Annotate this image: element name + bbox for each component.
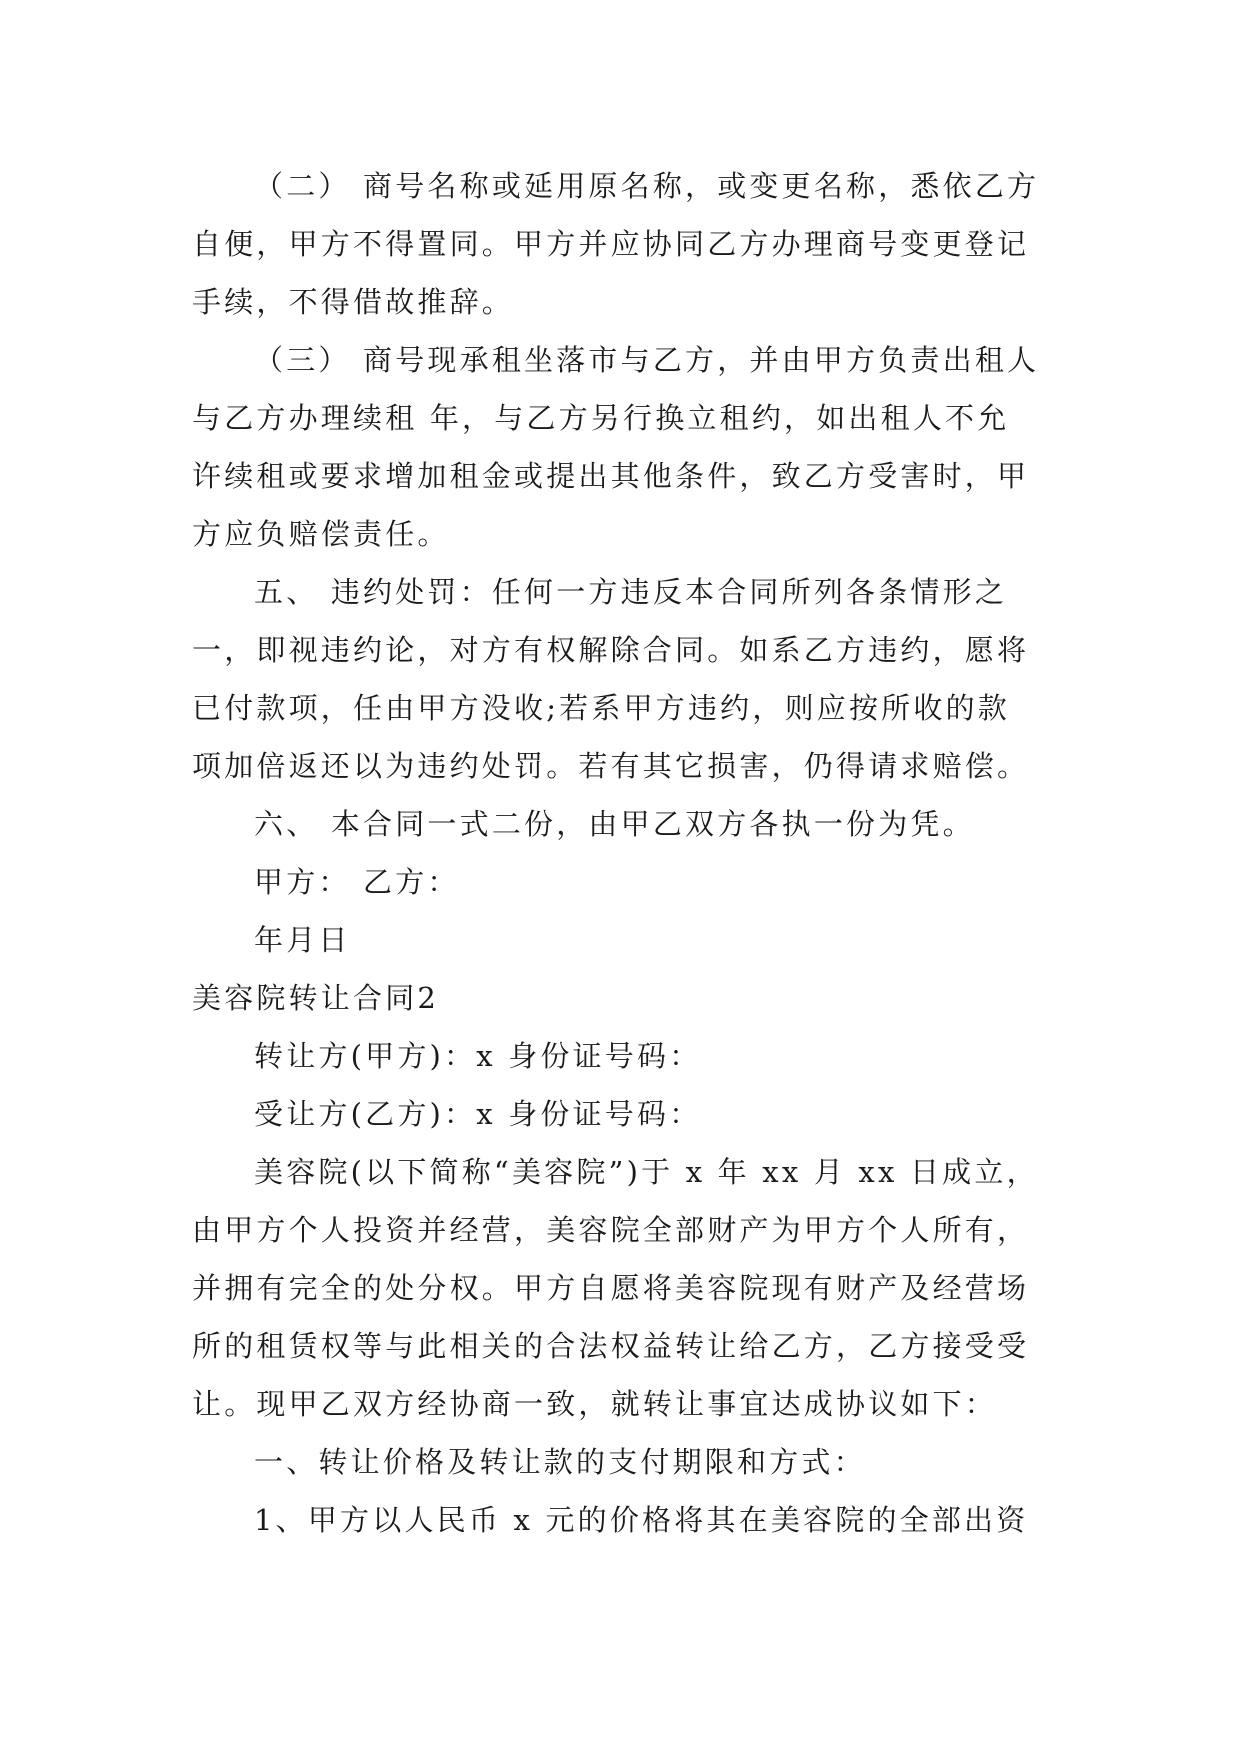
paragraph-line: 许续租或要求增加租金或提出其他条件，致乙方受害时，甲: [192, 459, 1030, 493]
paragraph-line: 方应负赔偿责任。: [192, 517, 450, 551]
paragraph-line: （三） 商号现承租坐落市与乙方，并由甲方负责出租人: [254, 343, 1040, 377]
paragraph-line: 一，即视违约论，对方有权解除合同。如系乙方违约，愿将: [192, 633, 1030, 667]
paragraph-line: 转让方(甲方)：x 身份证号码：: [254, 1039, 702, 1073]
paragraph-line: 手续，不得借故推辞。: [192, 285, 515, 319]
paragraph-line: 六、 本合同一式二份，由甲乙双方各执一份为凭。: [254, 807, 975, 841]
paragraph-line: 与乙方办理续租 年，与乙方另行换立租约，如出租人不允: [192, 401, 1010, 435]
paragraph-line: 一、转让价格及转让款的支付期限和方式：: [254, 1445, 866, 1479]
paragraph-line: 美容院(以下简称“美容院”)于 x 年 xx 月 xx 日成立，: [254, 1155, 1039, 1189]
paragraph-line: 项加倍返还以为违约处罚。若有其它损害，仍得请求赔偿。: [192, 749, 1030, 783]
date-line: 年月日: [254, 923, 351, 957]
paragraph-line: 已付款项，任由甲方没收;若系甲方违约，则应按所收的款: [192, 691, 1010, 725]
paragraph-line: 受让方(乙方)：x 身份证号码：: [254, 1097, 702, 1131]
paragraph-line: 1、甲方以人民币 x 元的价格将其在美容院的全部出资: [254, 1503, 1029, 1537]
paragraph-line: 自便，甲方不得置同。甲方并应协同乙方办理商号变更登记: [192, 227, 1030, 261]
paragraph-line: （二） 商号名称或延用原名称，或变更名称，悉依乙方: [254, 169, 1040, 203]
paragraph-line: 让。现甲乙双方经协商一致，就转让事宜达成协议如下：: [192, 1387, 998, 1421]
signature-line: 甲方： 乙方：: [254, 865, 460, 899]
paragraph-line: 并拥有完全的处分权。甲方自愿将美容院现有财产及经营场: [192, 1271, 1030, 1305]
paragraph-line: 由甲方个人投资并经营，美容院全部财产为甲方个人所有，: [192, 1213, 1030, 1247]
section-title: 美容院转让合同2: [192, 981, 440, 1015]
paragraph-line: 五、 违约处罚：任何一方违反本合同所列各条情形之: [254, 575, 1008, 609]
paragraph-line: 所的租赁权等与此相关的合法权益转让给乙方，乙方接受受: [192, 1329, 1030, 1363]
